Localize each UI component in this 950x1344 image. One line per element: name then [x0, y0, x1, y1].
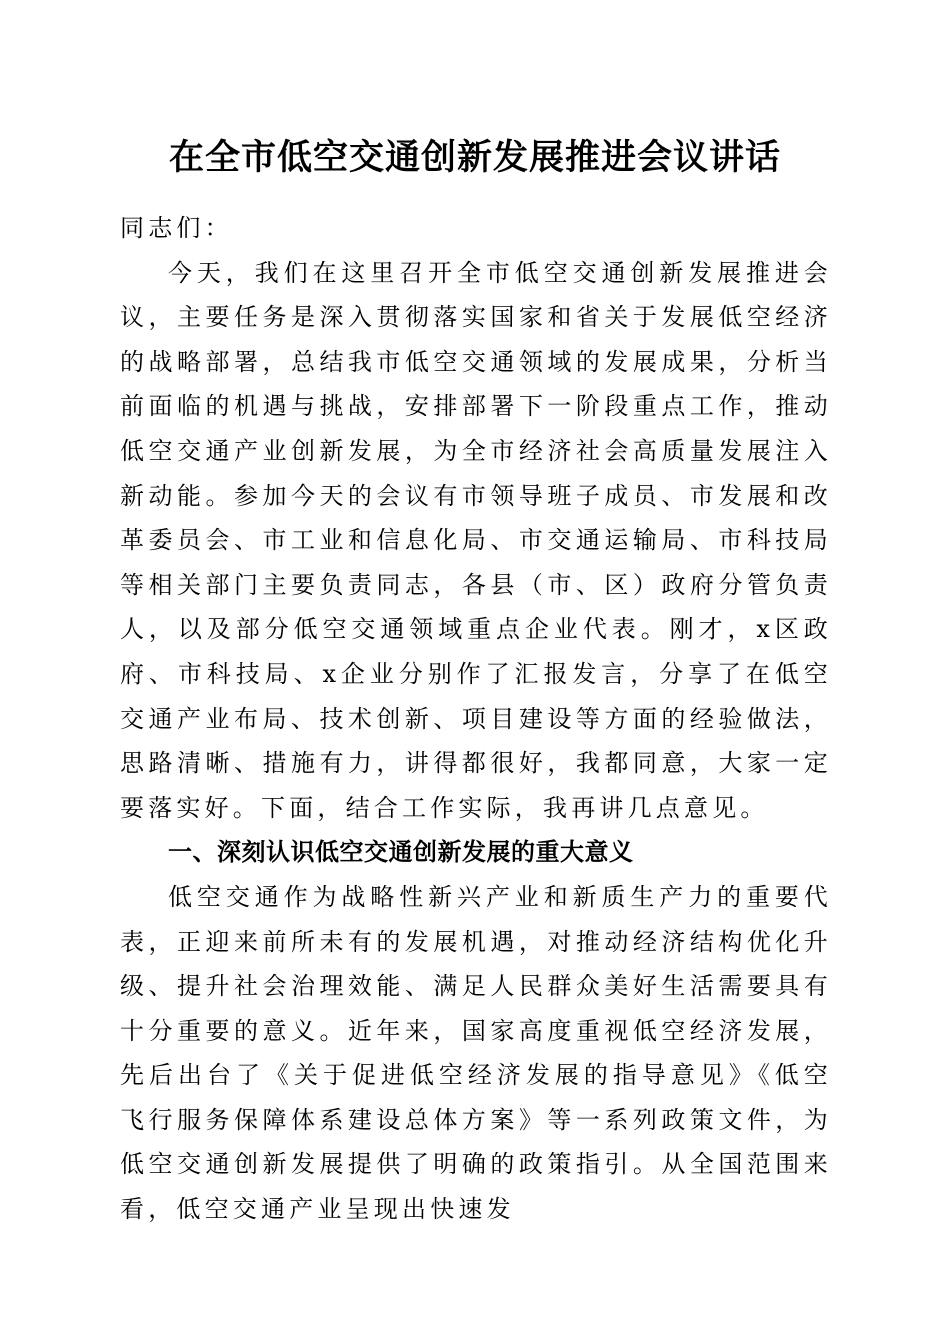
salutation: 同志们： — [120, 214, 233, 242]
section-paragraph: 低空交通作为战略性新兴产业和新质生产力的重要代表，正迎来前所未有的发展机遇，对推动经济结构优化升级、提升社会治理效能、满足人民群众美好生活需要具有十分重要的意义。近年来，国家高度重视低空经济发展，先后出台了《关于促进低空经济发展的指导意见》《低空飞行服务保障体系建设总体方案》等一系列政策文件，为低空交通创新发展提供了明确的政策指引。从全国范围来看，低空交通产业呈现出快速发 — [120, 882, 832, 1224]
document-body — [120, 206, 832, 1232]
document-title: 在全市低空交通创新发展推进会议讲话 — [168, 137, 781, 178]
section-heading: 一、深刻认识低空交通创新发展的重大意义 — [168, 838, 634, 867]
opening-paragraph: 今天，我们在这里召开全市低空交通创新发展推进会议，主要任务是深入贯彻落实国家和省关于发展低空经济的战略部署，总结我市低空交通领域的发展成果，分析当前面临的机遇与挑战，安排部署下一阶段重点工作，推动低空交通产业创新发展，为全市经济社会高质量发展注入新动能。参加今天的会议有市领导班子成员、市发展和改革委员会、市工业和信息化局、市交通运输局、市科技局等相关部门主要负责同志，各县（市、区）政府分管负责人，以及部分低空交通领域重点企业代表。刚才，x区政府、市科技局、x企业分别作了汇报发言，分享了在低空交通产业布局、技术创新、项目建设等方面的经验做法，思路清晰、措施有力，讲得都很好，我都同意，大家一定要落实好。下面，结合工作实际，我再讲几点意见。 — [120, 258, 832, 822]
